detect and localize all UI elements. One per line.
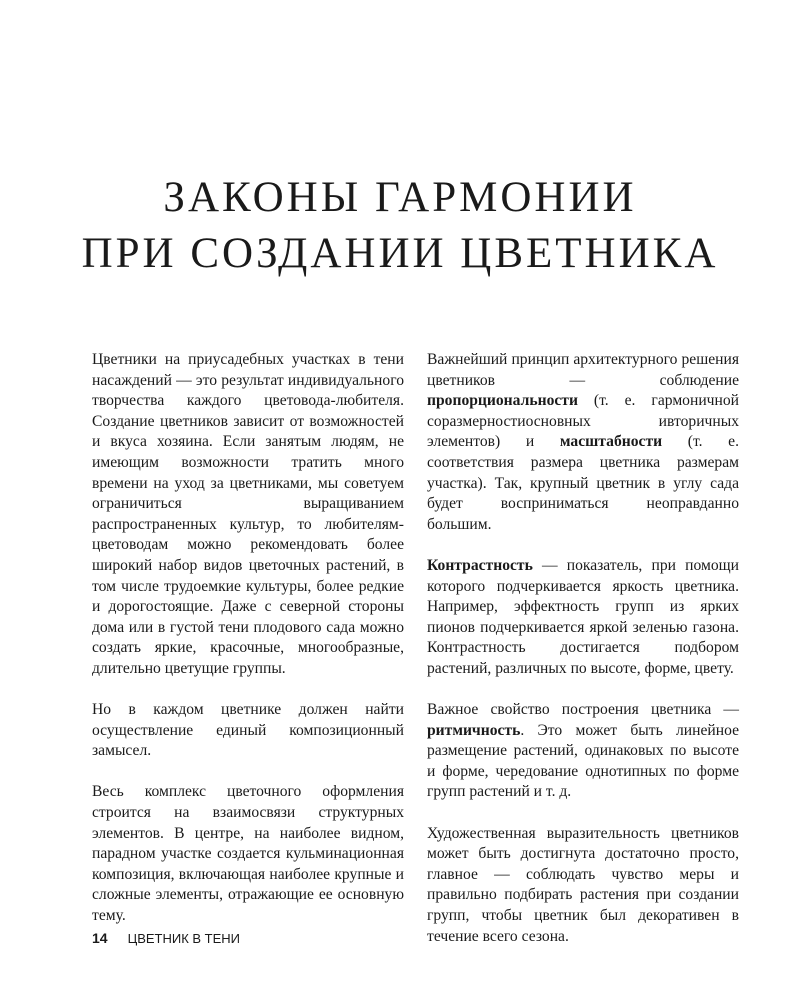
paragraph-contrast [427,556,739,680]
right-column [427,350,739,968]
paragraph: Художественная выразительность цветников может быть достигнута достаточно просто, главное — соблюдать чувство меры и правильно подбирать растения при создании групп, чтобы цветник был декоративен в течение всего сезона. [427,824,739,945]
paragraph-proportionality [427,350,739,535]
page-footer [92,930,240,946]
title-line-1: ЗАКОНЫ ГАРМОНИИ [163,174,637,221]
term-rhythm: ритмичность [427,721,521,739]
term-scale: масштабности [559,433,663,451]
paragraph: Цветники на приусадебных участках в тени насаждений — это результат индивидуального творчества каждого цветовода-любителя. Создание цветников зависит от возможностей и вкуса хозяина. Если занятым людям, не имеющим возможности тратить много времени на уход за цветниками, мы советуем ограничиться выращиванием распространенных культур, то любителям-цветоводам можно рекомендовать более широкий набор видов цветочных растений, в том числе трудоемкие культуры, более редкие и дорогостоящие. Даже с северной стороны дома или в густой тени плодового сада можно создать яркие, красочные, многообразные, длительно цветущие группы. [92,351,404,677]
page-number: 14 [92,930,108,946]
running-title: ЦВЕТНИК В ТЕНИ [127,931,241,946]
text-run: (т. е. соответствия размера цветника размерам участка). Так, крупный цветник в углу сада будет восприниматься неоправданно большим. [427,433,739,533]
text-run: Важнейший принцип архитектурного решения цветников — соблюдение [427,351,739,389]
text-run: Важное свойство построения цветника — [427,701,739,719]
paragraph-rhythm [427,700,739,803]
term-proportionality: пропорциональности [427,392,578,410]
paragraph: Весь комплекс цветочного оформления строится на взаимосвязи структурных элементов. В центре, на наиболее видном, парадном участке создается кульминационная композиция, включающая наиболее крупные и сложные элементы, отражающие ее основную тему. [92,783,404,925]
title-line-2: ПРИ СОЗДАНИИ ЦВЕТНИКА [81,230,719,277]
text-run: (т. е. гармоничной соразмерностиосновных ивторичных элементов) и [427,392,739,451]
left-column [92,350,404,947]
text-run: — показатель, при помощи которого подчеркивается яркость цветника. Например, эффектность групп из ярких пионов подчеркивается яркой зеленью газона. Контрастность достигается подбором растений, различных по высоте, форме, цвету. [427,556,739,677]
term-contrast: Контрастность [427,556,533,574]
page-title [0,170,800,282]
paragraph: Но в каждом цветнике должен найти осуществление единый композиционный замысел. [92,701,404,760]
text-run: . Это может быть линейное размещение растений, одинаковых по высоте и форме, чередование однотипных по форме групп растений и т. д. [427,721,739,801]
